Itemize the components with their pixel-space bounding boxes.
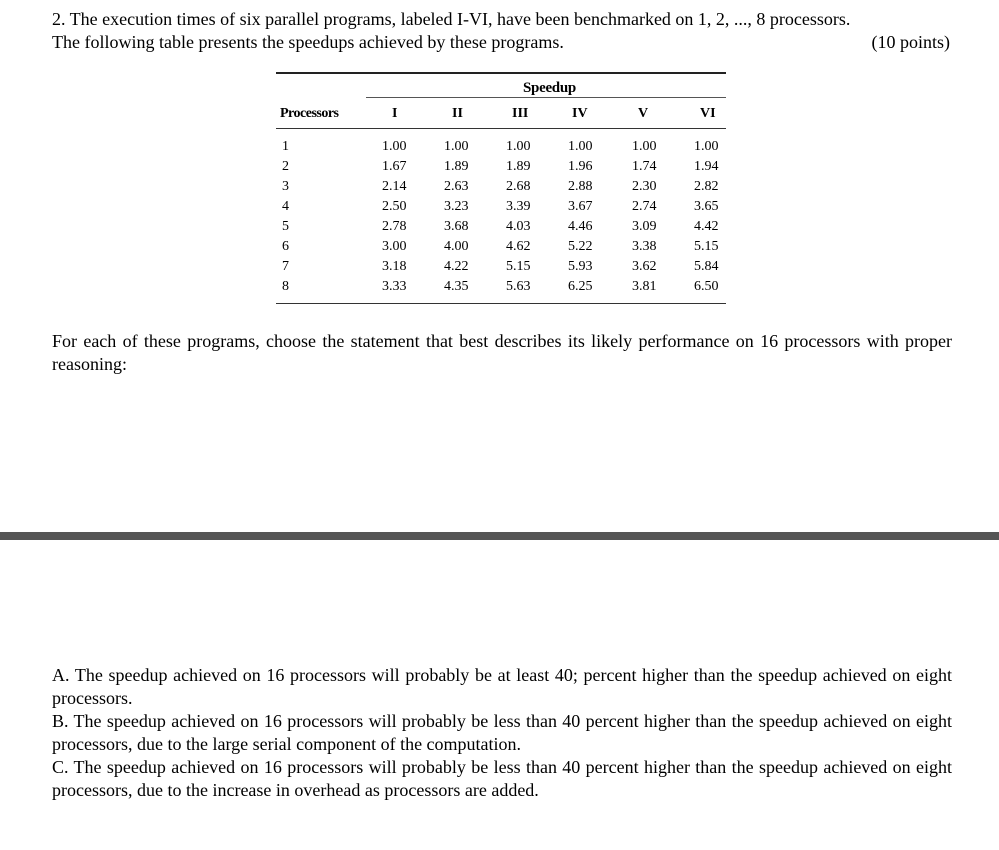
value-cell: 3.65	[694, 199, 719, 214]
col-header-4: IV	[572, 106, 588, 121]
value-cell: 5.22	[568, 239, 593, 254]
option-a[interactable]: A. The speedup achieved on 16 processors will probably be at least 40; percent higher than the speedup achieved on eight processors.	[52, 665, 952, 708]
answer-options	[52, 664, 952, 802]
value-cell: 1.89	[506, 159, 531, 174]
value-cell: 1.96	[568, 159, 593, 174]
processors-cell: 2	[282, 159, 289, 174]
value-cell: 4.46	[568, 219, 593, 234]
value-cell: 5.93	[568, 259, 593, 274]
value-cell: 2.78	[382, 219, 407, 234]
column-header-row	[276, 98, 726, 128]
value-cell: 1.00	[694, 139, 719, 154]
processors-cell: 8	[282, 279, 289, 294]
col-header-2: II	[452, 106, 463, 121]
value-cell: 2.14	[382, 179, 407, 194]
value-cell: 3.62	[632, 259, 657, 274]
speedup-table	[276, 72, 726, 304]
table-row	[276, 239, 726, 259]
value-cell: 4.62	[506, 239, 531, 254]
table-body	[276, 129, 726, 299]
value-cell: 5.15	[694, 239, 719, 254]
value-cell: 3.23	[444, 199, 469, 214]
table-row	[276, 259, 726, 279]
value-cell: 6.50	[694, 279, 719, 294]
col-header-5: V	[638, 106, 649, 121]
processors-cell: 4	[282, 199, 289, 214]
table-row	[276, 159, 726, 179]
value-cell: 3.68	[444, 219, 469, 234]
question-text-1: 2. The execution times of six parallel programs, labeled I-VI, have been benchmarked on 1, 2, ..., 8 processors.	[52, 9, 851, 29]
option-b[interactable]: B. The speedup achieved on 16 processors will probably be less than 40 percent higher than the speedup achieved on eight processors, due to the large serial component of the computation.	[52, 711, 952, 754]
col-header-6: VI	[700, 106, 716, 121]
value-cell: 4.00	[444, 239, 469, 254]
processors-cell: 5	[282, 219, 289, 234]
question-text-2: The following table presents the speedups achieved by these programs.	[52, 32, 564, 52]
value-cell: 6.25	[568, 279, 593, 294]
question-line-1	[52, 8, 952, 31]
processors-cell: 6	[282, 239, 289, 254]
value-cell: 1.00	[632, 139, 657, 154]
question-header	[52, 8, 952, 54]
value-cell: 4.03	[506, 219, 531, 234]
table-row	[276, 279, 726, 299]
value-cell: 1.74	[632, 159, 657, 174]
value-cell: 1.00	[506, 139, 531, 154]
value-cell: 3.33	[382, 279, 407, 294]
value-cell: 2.30	[632, 179, 657, 194]
value-cell: 3.39	[506, 199, 531, 214]
value-cell: 2.63	[444, 179, 469, 194]
row-header: Processors	[280, 106, 339, 121]
value-cell: 2.82	[694, 179, 719, 194]
value-cell: 4.35	[444, 279, 469, 294]
table-row	[276, 139, 726, 159]
value-cell: 3.38	[632, 239, 657, 254]
option-c[interactable]: C. The speedup achieved on 16 processors will probably be less than 40 percent higher than the speedup achieved on eight processors, due to the increase in overhead as processors are added.	[52, 757, 952, 800]
value-cell: 3.00	[382, 239, 407, 254]
value-cell: 1.00	[444, 139, 469, 154]
value-cell: 4.22	[444, 259, 469, 274]
value-cell: 3.18	[382, 259, 407, 274]
question-prompt: For each of these programs, choose the statement that best describes its likely performance on 16 processors with proper reasoning:	[52, 331, 952, 374]
value-cell: 1.67	[382, 159, 407, 174]
value-cell: 5.84	[694, 259, 719, 274]
col-header-1: I	[392, 106, 398, 121]
points-label: (10 points)	[871, 32, 950, 52]
value-cell: 2.68	[506, 179, 531, 194]
value-cell: 5.63	[506, 279, 531, 294]
col-header-3: III	[512, 106, 529, 121]
value-cell: 1.00	[382, 139, 407, 154]
value-cell: 2.88	[568, 179, 593, 194]
table-bottom-rule	[276, 303, 726, 304]
table-row	[276, 179, 726, 199]
value-cell: 1.94	[694, 159, 719, 174]
processors-cell: 7	[282, 259, 289, 274]
value-cell: 3.09	[632, 219, 657, 234]
processors-cell: 3	[282, 179, 289, 194]
value-cell: 1.89	[444, 159, 469, 174]
value-cell: 2.74	[632, 199, 657, 214]
group-header-row	[276, 74, 726, 98]
value-cell: 3.81	[632, 279, 657, 294]
table-row	[276, 219, 726, 239]
value-cell: 3.67	[568, 199, 593, 214]
processors-cell: 1	[282, 139, 289, 154]
question-line-2	[52, 31, 952, 54]
group-header: Speedup	[523, 80, 576, 96]
value-cell: 1.00	[568, 139, 593, 154]
value-cell: 2.50	[382, 199, 407, 214]
value-cell: 4.42	[694, 219, 719, 234]
section-divider	[0, 532, 999, 540]
table-row	[276, 199, 726, 219]
value-cell: 5.15	[506, 259, 531, 274]
